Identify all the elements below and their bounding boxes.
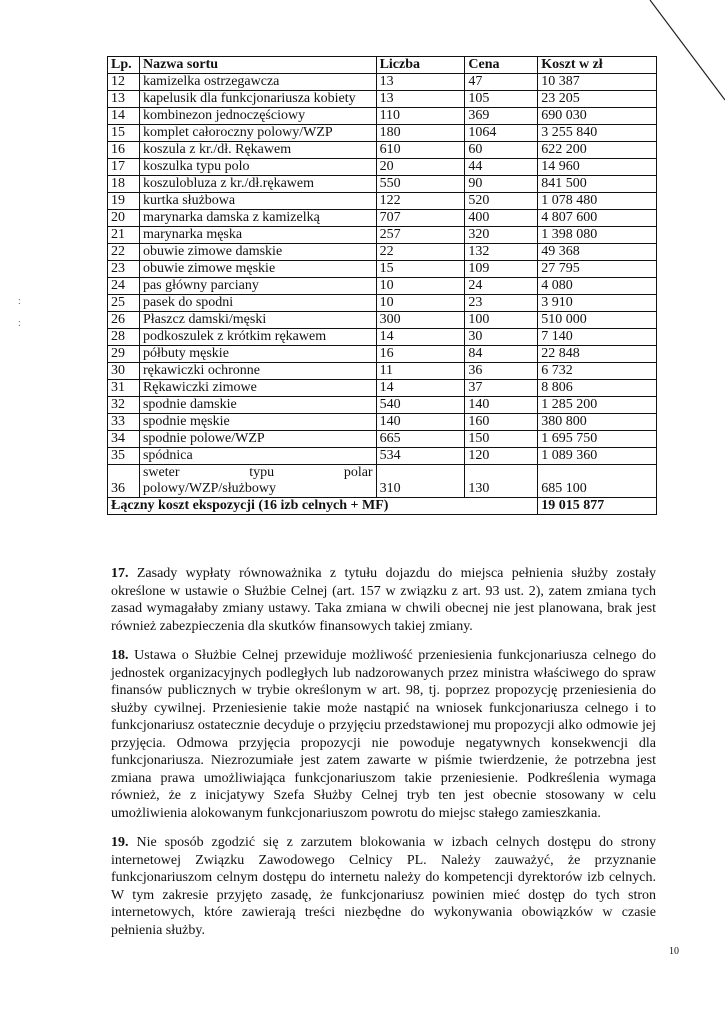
cell-cost: 1 695 750 — [538, 431, 657, 448]
cell-lp: 33 — [108, 414, 140, 431]
cell-name-line2: polowy/WZP/służbowy — [142, 481, 276, 496]
cell-qty: 610 — [376, 142, 465, 159]
table-row — [108, 397, 657, 414]
table-row — [108, 312, 657, 329]
table-row — [108, 346, 657, 363]
table-row — [108, 125, 657, 142]
cell-price: 400 — [465, 210, 538, 227]
cell-price: 160 — [465, 414, 538, 431]
cell-cost: 380 800 — [538, 414, 657, 431]
cell-cost: 14 960 — [538, 159, 657, 176]
table-row — [108, 431, 657, 448]
table-body — [108, 74, 657, 515]
table-header-row — [108, 57, 657, 74]
cell-qty: 110 — [376, 108, 465, 125]
table-row — [108, 278, 657, 295]
cell-cost: 1 285 200 — [538, 397, 657, 414]
cell-qty: 11 — [376, 363, 465, 380]
scan-edge-mark: : — [18, 296, 21, 307]
header-price: Cena — [465, 57, 538, 74]
cell-price: 105 — [465, 91, 538, 108]
cell-cost: 1 089 360 — [538, 448, 657, 465]
cell-price: 150 — [465, 431, 538, 448]
cell-price: 84 — [465, 346, 538, 363]
uniform-cost-table — [107, 56, 657, 515]
cell-name: kurtka służbowa — [139, 193, 376, 210]
cell-lp: 30 — [108, 363, 140, 380]
cell-cost: 3 910 — [538, 295, 657, 312]
cell-name: kombinezon jednoczęściowy — [139, 108, 376, 125]
table-row — [108, 227, 657, 244]
cell-name: kapelusik dla funkcjonariusza kobiety — [139, 91, 376, 108]
cell-qty: 300 — [376, 312, 465, 329]
cell-name: koszulobluza z kr./dł.rękawem — [139, 176, 376, 193]
table-row — [108, 108, 657, 125]
cell-name: spodnie damskie — [139, 397, 376, 414]
table-row — [108, 142, 657, 159]
cell-qty: 665 — [376, 431, 465, 448]
cell-price: 30 — [465, 329, 538, 346]
paragraph-number: 17. — [111, 566, 129, 581]
cell-name-word: typu — [249, 465, 275, 480]
table-row — [108, 210, 657, 227]
total-cost: 19 015 877 — [538, 498, 657, 515]
cell-lp: 24 — [108, 278, 140, 295]
table-row — [108, 465, 657, 498]
cell-qty: 550 — [376, 176, 465, 193]
header-name: Nazwa sortu — [139, 57, 376, 74]
cell-lp: 34 — [108, 431, 140, 448]
cell-price: 520 — [465, 193, 538, 210]
cell-cost: 1 078 480 — [538, 193, 657, 210]
table-row — [108, 244, 657, 261]
cell-cost: 4 807 600 — [538, 210, 657, 227]
cell-cost: 10 387 — [538, 74, 657, 91]
cell-name: kamizelka ostrzegawcza — [139, 74, 376, 91]
table-row — [108, 380, 657, 397]
table-row — [108, 176, 657, 193]
cell-price: 60 — [465, 142, 538, 159]
cell-name: spodnie męskie — [139, 414, 376, 431]
cell-name — [139, 465, 376, 498]
cell-price: 36 — [465, 363, 538, 380]
cell-cost: 27 795 — [538, 261, 657, 278]
total-label: Łączny koszt ekspozycji (16 izb celnych + MF) — [108, 498, 538, 515]
cell-price: 369 — [465, 108, 538, 125]
cell-cost: 6 732 — [538, 363, 657, 380]
cell-price: 44 — [465, 159, 538, 176]
cell-lp: 22 — [108, 244, 140, 261]
cell-lp: 14 — [108, 108, 140, 125]
cell-name: koszulka typu polo — [139, 159, 376, 176]
cell-name: podkoszulek z krótkim rękawem — [139, 329, 376, 346]
cell-cost: 685 100 — [538, 465, 657, 498]
cell-qty: 140 — [376, 414, 465, 431]
cell-lp: 36 — [108, 465, 140, 498]
cell-lp: 35 — [108, 448, 140, 465]
paragraph-text: Ustawa o Służbie Celnej przewiduje możliwość przeniesienia funkcjonariusza celnego do jednostek organizacyjnych podległych lub nadzorowanych przez ministra właściwego do spraw finansów publicznych w trybie określonym w art. 98, tj. poprzez propozycję przeniesienia do służby cywilnej. Przeniesienie takie może nastąpić na wniosek funkcjonariusza celnego i to funkcjonariusz ostatecznie decyduje o przyjęciu przedstawionej mu propozycji alko odmowie jej przyjęcia. Odmowa przyjęcia propozycji nie powoduje negatywnych konsekwencji dla funkcjonariusza. Niezrozumiałe jest zatem zawarte w piśmie twierdzenie, że potrzebna jest zmiana prawa umożliwiająca funkcjonariuszom takie przeniesienie. Podkreślenia wymaga również, że z inicjatywy Szefa Służby Celnej tryb ten jest obecnie stosowany w celu umożliwienia alokowanym funkcjonariuszom powrotu do miejsc stałego zamieszkania. — [111, 648, 656, 821]
cell-price: 23 — [465, 295, 538, 312]
cell-qty: 180 — [376, 125, 465, 142]
cell-name: marynarka męska — [139, 227, 376, 244]
cell-price: 109 — [465, 261, 538, 278]
paragraph-19 — [111, 834, 656, 939]
cell-name: spodnie polowe/WZP — [139, 431, 376, 448]
cell-qty: 14 — [376, 380, 465, 397]
cell-lp: 20 — [108, 210, 140, 227]
paragraph-17 — [111, 565, 656, 635]
cell-name: Rękawiczki zimowe — [139, 380, 376, 397]
cell-cost: 8 806 — [538, 380, 657, 397]
cell-name: marynarka damska z kamizelką — [139, 210, 376, 227]
header-lp: Lp. — [108, 57, 140, 74]
paragraph-number: 19. — [111, 835, 129, 850]
cell-name-word: sweter — [142, 465, 180, 480]
cell-name: obuwie zimowe damskie — [139, 244, 376, 261]
cell-cost: 3 255 840 — [538, 125, 657, 142]
cell-name: koszula z kr./dł. Rękawem — [139, 142, 376, 159]
cell-cost: 622 200 — [538, 142, 657, 159]
paragraph-text: Nie sposób zgodzić się z zarzutem blokowania w izbach celnych dostępu do strony internetowej Związku Zawodowego Celnicy PL. Należy zauważyć, że przyznanie funkcjonariuszom celnym dostępu do internetu należy do kompetencji dyrektorów izb celnych. W tym zakresie przyjęto zasadę, że funkcjonariusz powinien mieć dostęp do tych stron internetowych, które zawierają treści niezbędne do wykonywania obowiązków w czasie pełnienia służby. — [111, 835, 656, 938]
cell-lp: 18 — [108, 176, 140, 193]
cell-cost: 23 205 — [538, 91, 657, 108]
cell-name-word: polar — [343, 465, 373, 480]
cell-qty: 257 — [376, 227, 465, 244]
table-row — [108, 448, 657, 465]
cell-qty: 14 — [376, 329, 465, 346]
cell-name: Płaszcz damski/męski — [139, 312, 376, 329]
table-row — [108, 193, 657, 210]
cell-lp: 23 — [108, 261, 140, 278]
cell-cost: 22 848 — [538, 346, 657, 363]
cell-price: 140 — [465, 397, 538, 414]
page-number: 10 — [669, 946, 679, 957]
cell-qty: 707 — [376, 210, 465, 227]
cell-qty: 10 — [376, 278, 465, 295]
cell-lp: 19 — [108, 193, 140, 210]
cell-lp: 13 — [108, 91, 140, 108]
table-row — [108, 295, 657, 312]
cell-qty: 13 — [376, 91, 465, 108]
cell-price: 130 — [465, 465, 538, 498]
total-row — [108, 498, 657, 515]
cell-name: pas główny parciany — [139, 278, 376, 295]
header-cost: Koszt w zł — [538, 57, 657, 74]
cell-qty: 22 — [376, 244, 465, 261]
cell-qty: 122 — [376, 193, 465, 210]
cell-cost: 841 500 — [538, 176, 657, 193]
table-row — [108, 91, 657, 108]
cell-lp: 25 — [108, 295, 140, 312]
cell-qty: 13 — [376, 74, 465, 91]
cell-price: 90 — [465, 176, 538, 193]
cell-qty: 540 — [376, 397, 465, 414]
table-row — [108, 261, 657, 278]
cell-qty: 534 — [376, 448, 465, 465]
cell-lp: 21 — [108, 227, 140, 244]
cell-name: spódnica — [139, 448, 376, 465]
cell-name: pasek do spodni — [139, 295, 376, 312]
cell-price: 1064 — [465, 125, 538, 142]
cell-lp: 16 — [108, 142, 140, 159]
cell-lp: 17 — [108, 159, 140, 176]
cell-price: 47 — [465, 74, 538, 91]
cell-lp: 28 — [108, 329, 140, 346]
cell-lp: 26 — [108, 312, 140, 329]
cell-price: 24 — [465, 278, 538, 295]
cell-name: obuwie zimowe męskie — [139, 261, 376, 278]
table-row — [108, 74, 657, 91]
scan-edge-mark: : — [18, 318, 21, 329]
table-row — [108, 159, 657, 176]
table-row — [108, 329, 657, 346]
cell-cost: 1 398 080 — [538, 227, 657, 244]
cell-cost: 49 368 — [538, 244, 657, 261]
paragraph-number: 18. — [111, 648, 129, 663]
cell-lp: 12 — [108, 74, 140, 91]
cell-lp: 15 — [108, 125, 140, 142]
cell-lp: 29 — [108, 346, 140, 363]
paragraph-text: Zasady wypłaty równoważnika z tytułu dojazdu do miejsca pełnienia służby zostały określone w ustawie o Służbie Celnej (art. 157 w związku z art. 93 ust. 2), zatem zmiana tych zasad wymagałaby zmiany ustawy. Taka zmiana w chwili obecnej nie jest planowana, brak jest również zabezpieczenia dla skutków finansowych takiej zmiany. — [111, 566, 657, 634]
cell-qty: 10 — [376, 295, 465, 312]
cell-cost: 690 030 — [538, 108, 657, 125]
cell-name: rękawiczki ochronne — [139, 363, 376, 380]
cell-price: 320 — [465, 227, 538, 244]
cell-cost: 510 000 — [538, 312, 657, 329]
cell-price: 37 — [465, 380, 538, 397]
cell-qty: 15 — [376, 261, 465, 278]
cell-cost: 4 080 — [538, 278, 657, 295]
cell-price: 132 — [465, 244, 538, 261]
cell-qty: 20 — [376, 159, 465, 176]
cell-price: 120 — [465, 448, 538, 465]
header-qty: Liczba — [376, 57, 465, 74]
table-row — [108, 414, 657, 431]
cell-qty: 16 — [376, 346, 465, 363]
table-row — [108, 363, 657, 380]
cell-cost: 7 140 — [538, 329, 657, 346]
cell-price: 100 — [465, 312, 538, 329]
cell-qty: 310 — [376, 465, 465, 498]
paragraph-18 — [111, 647, 656, 822]
cell-lp: 31 — [108, 380, 140, 397]
cell-name: komplet całoroczny polowy/WZP — [139, 125, 376, 142]
cell-name: półbuty męskie — [139, 346, 376, 363]
cell-lp: 32 — [108, 397, 140, 414]
